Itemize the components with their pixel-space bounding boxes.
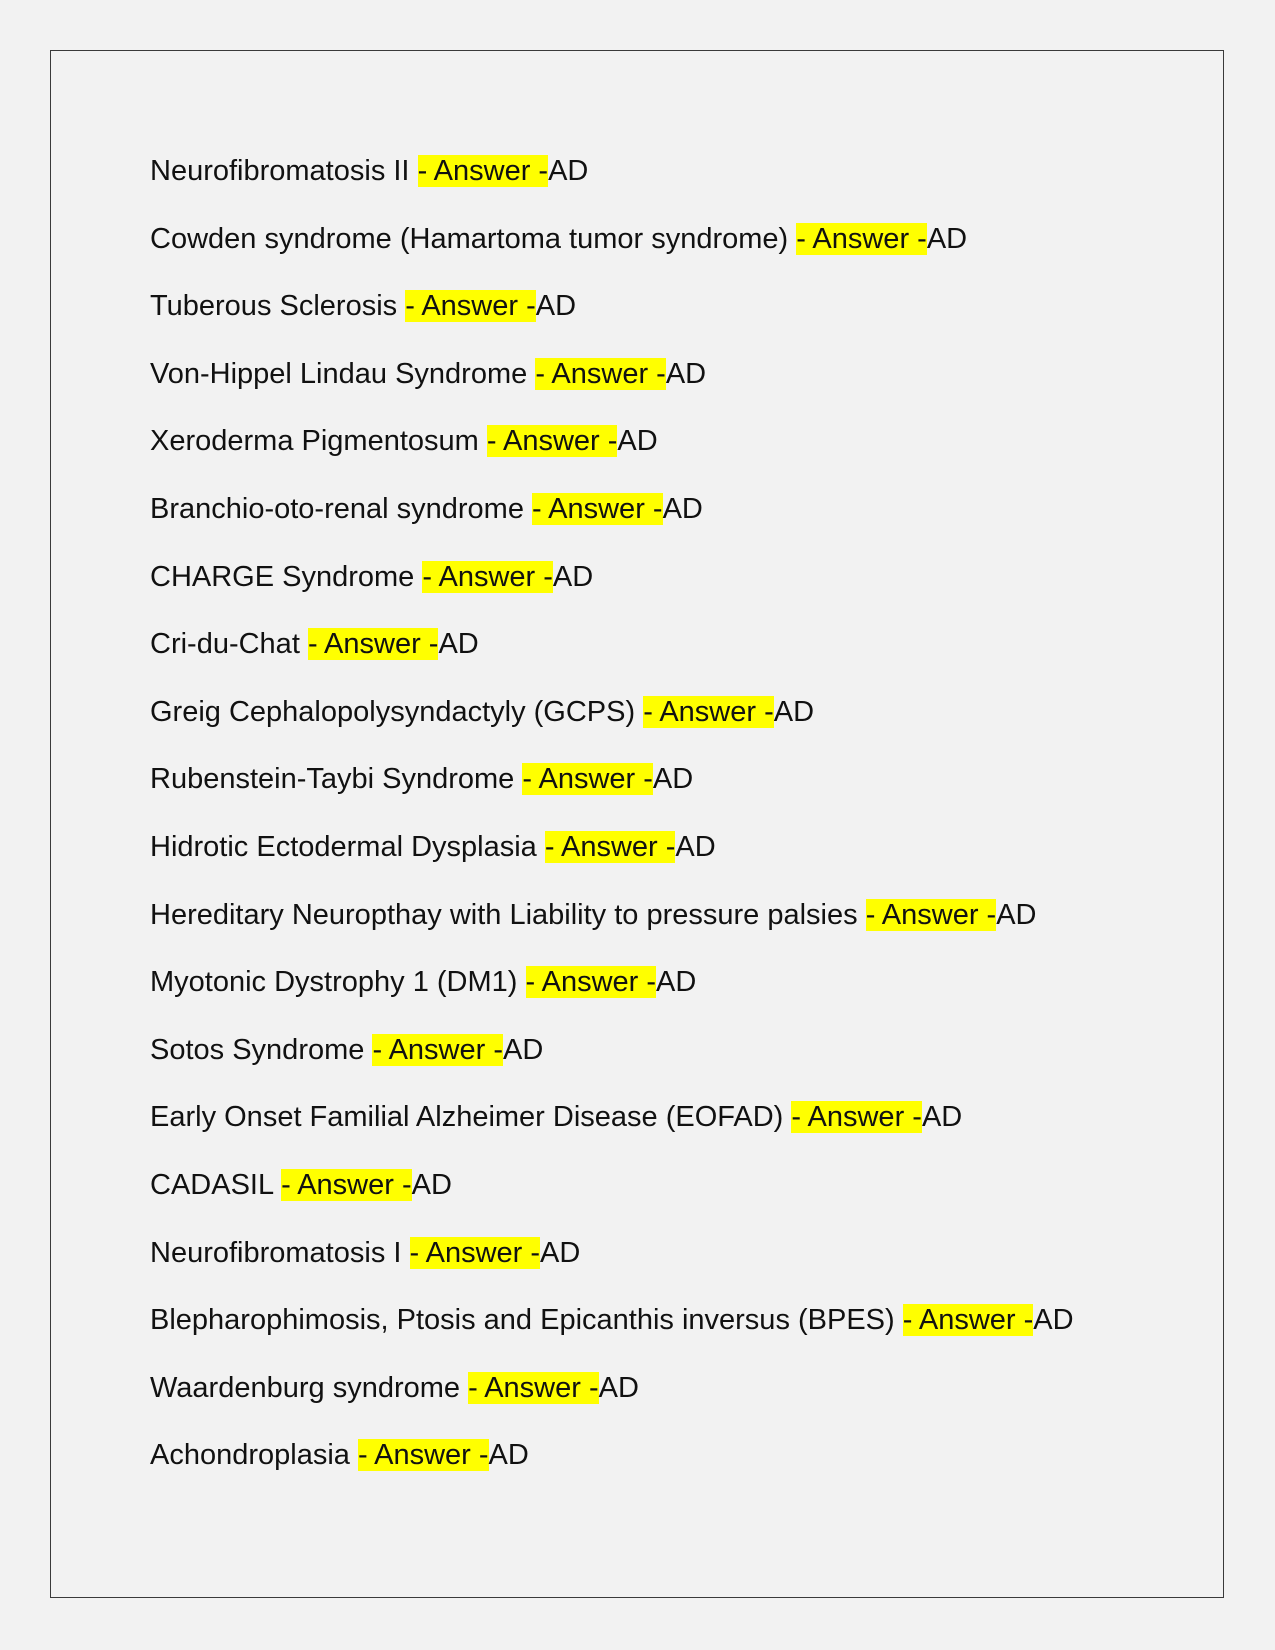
answer-text: AD [1033, 1304, 1074, 1337]
qa-item [150, 1164, 1074, 1232]
answer-text: AD [502, 1033, 544, 1066]
qa-item [150, 691, 1074, 759]
answer-marker-highlight: - Answer - [865, 898, 997, 931]
question-text: Von-Hippel Lindau Syndrome [150, 357, 528, 390]
question-text: Neurofibromatosis II [150, 155, 410, 187]
qa-item [150, 1367, 1074, 1435]
qa-item [150, 420, 1074, 488]
answer-text: AD [773, 695, 815, 728]
answer-text: AD [438, 628, 479, 661]
answer-text: AD [535, 290, 577, 323]
question-text: Hereditary Neuropthay with Liability to pressure palsies [150, 898, 858, 931]
answer-text: AD [675, 830, 716, 863]
answer-text: AD [540, 1236, 581, 1269]
qa-item [150, 556, 1074, 624]
qa-item [150, 961, 1074, 1029]
question-text: Xeroderma Pigmentosum [150, 425, 479, 458]
question-text: Cri-du-Chat [150, 628, 300, 661]
question-text: CADASIL [150, 1168, 274, 1201]
answer-marker-highlight: - Answer - [796, 222, 927, 255]
qa-item [150, 1096, 1074, 1164]
question-text: Waardenburg syndrome [150, 1371, 461, 1404]
qa-item [150, 150, 1074, 218]
qa-item [150, 218, 1074, 286]
question-text: Rubenstein-Taybi Syndrome [150, 763, 515, 796]
answer-marker-highlight: - Answer - [417, 155, 549, 187]
answer-marker-highlight: - Answer - [372, 1033, 503, 1066]
answer-marker-highlight: - Answer - [525, 966, 657, 999]
answer-text: AD [926, 222, 968, 255]
answer-marker-highlight: - Answer - [522, 763, 653, 796]
question-text: Neurofibromatosis I [150, 1236, 402, 1269]
answer-text: AD [598, 1371, 639, 1404]
answer-marker-highlight: - Answer - [307, 628, 439, 661]
answer-marker-highlight: - Answer - [532, 492, 663, 525]
qa-item [150, 488, 1074, 556]
answer-marker-highlight: - Answer - [409, 1236, 541, 1269]
question-text: CHARGE Syndrome [150, 560, 415, 593]
question-text: Hidrotic Ectodermal Dysplasia [150, 830, 537, 863]
question-text: Tuberous Sclerosis [150, 290, 398, 323]
answer-marker-highlight: - Answer - [357, 1439, 489, 1472]
answer-text: AD [548, 155, 589, 187]
answer-marker-highlight: - Answer - [535, 357, 666, 390]
answer-text: AD [656, 966, 697, 999]
qa-item [150, 1232, 1074, 1300]
qa-item [150, 1434, 1074, 1502]
question-text: Cowden syndrome (Hamartoma tumor syndrome) [150, 222, 789, 255]
question-text: Myotonic Dystrophy 1 (DM1) [150, 966, 518, 999]
qa-item [150, 285, 1074, 353]
answer-text: AD [552, 560, 594, 593]
question-text: Blepharophimosis, Ptosis and Epicanthis inversus (BPES) [150, 1304, 895, 1337]
answer-marker-highlight: - Answer - [405, 290, 536, 323]
qa-item [150, 894, 1074, 962]
answer-marker-highlight: - Answer - [422, 560, 553, 593]
answer-marker-highlight: - Answer - [902, 1304, 1034, 1337]
question-text: Branchio-oto-renal syndrome [150, 492, 524, 525]
answer-text: AD [665, 357, 707, 390]
qa-item [150, 758, 1074, 826]
answer-text: AD [488, 1439, 529, 1472]
answer-marker-highlight: - Answer - [791, 1101, 922, 1134]
answer-text: AD [921, 1101, 963, 1134]
answer-text: AD [411, 1168, 452, 1201]
qa-item [150, 1029, 1074, 1097]
question-text: Achondroplasia [150, 1439, 350, 1472]
qa-list [150, 150, 1074, 1502]
qa-item [150, 826, 1074, 894]
qa-item [150, 623, 1074, 691]
answer-text: AD [996, 898, 1037, 931]
answer-text: AD [662, 492, 703, 525]
answer-marker-highlight: - Answer - [281, 1168, 412, 1201]
question-text: Greig Cephalopolysyndactyly (GCPS) [150, 695, 636, 728]
answer-text: AD [652, 763, 694, 796]
qa-item [150, 1299, 1074, 1367]
question-text: Early Onset Familial Alzheimer Disease (EOFAD) [150, 1101, 784, 1134]
answer-marker-highlight: - Answer - [468, 1371, 599, 1404]
question-text: Sotos Syndrome [150, 1033, 365, 1066]
answer-marker-highlight: - Answer - [486, 425, 618, 458]
qa-item [150, 353, 1074, 421]
answer-marker-highlight: - Answer - [544, 830, 676, 863]
answer-marker-highlight: - Answer - [643, 695, 774, 728]
answer-text: AD [617, 425, 658, 458]
